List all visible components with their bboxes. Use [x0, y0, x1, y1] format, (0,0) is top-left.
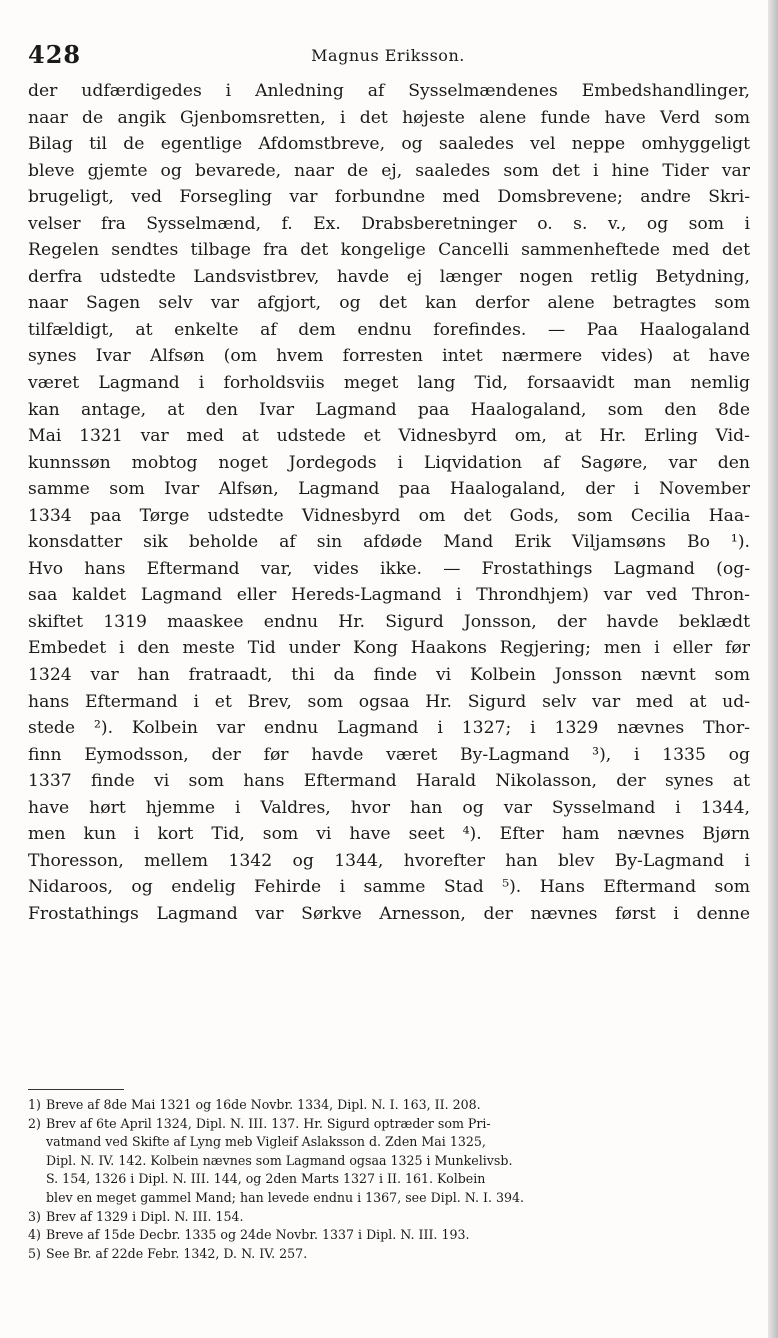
text-line: brugeligt, ved Forsegling var forbundne med Domsbrevene; andre Skri- — [28, 187, 750, 208]
text-line: naar de angik Gjenbomsretten, i det højeste alene funde have Verd som — [28, 107, 750, 128]
footnote-text: See Br. af 22de Febr. 1342, D. N. IV. 257. — [46, 1245, 308, 1261]
text-line: Hvo hans Eftermand var, vides ikke. — Frostathings Lagmand (og- — [28, 558, 750, 579]
footnote-line — [28, 1096, 750, 1115]
body-text — [28, 78, 750, 928]
text-line: skiftet 1319 maaskee endnu Hr. Sigurd Jonsson, der havde beklædt — [28, 611, 750, 632]
footnote-mark: 5) — [28, 1245, 41, 1261]
text-line: 1324 var han fratraadt, thi da finde vi Kolbein Jonsson nævnt som — [28, 665, 750, 686]
footnote-text: Brev af 1329 i Dipl. N. III. 154. — [46, 1208, 244, 1224]
footnote-text: Breve af 8de Mai 1321 og 16de Novbr. 1334, Dipl. N. I. 163, II. 208. — [46, 1097, 481, 1112]
text-line: samme som Ivar Alfsøn, Lagmand paa Haalogaland, der i November — [28, 479, 750, 500]
page-number: 428 — [28, 40, 82, 69]
footnote-line — [28, 1133, 750, 1152]
text-line: Bilag til de egentlige Afdomstbreve, og saaledes vel neppe omhyggeligt — [28, 134, 750, 155]
text-line: Regelen sendtes tilbage fra det kongelige Cancelli sammenheftede med det — [28, 240, 750, 261]
footnote-text: blev en meget gammel Mand; han levede endnu i 1367, see Dipl. N. I. 394. — [46, 1189, 525, 1205]
footnotes — [28, 1096, 750, 1263]
footnote-line — [28, 1170, 750, 1189]
text-line: Thoresson, mellem 1342 og 1344, hvorefter han blev By-Lagmand i — [28, 850, 750, 871]
footnote-mark: 3) — [28, 1208, 41, 1224]
text-line: men kun i kort Tid, som vi have seet ⁴). Efter ham nævnes Bjørn — [28, 824, 750, 845]
footnote-separator — [28, 1089, 124, 1090]
footnote-mark: 2) — [28, 1115, 41, 1131]
text-line: have hørt hjemme i Valdres, hvor han og var Sysselmand i 1344, — [28, 797, 750, 818]
text-line: været Lagmand i forholdsviis meget lang Tid, forsaavidt man nemlig — [28, 373, 750, 394]
footnote-line — [28, 1208, 750, 1227]
text-line: hans Eftermand i et Brev, som ogsaa Hr. Sigurd selv var med at ud- — [28, 691, 750, 712]
text-line: kunnssøn mobtog noget Jordegods i Liqvidation af Sagøre, var den — [28, 452, 750, 473]
text-line: kan antage, at den Ivar Lagmand paa Haalogaland, som den 8de — [28, 399, 750, 420]
text-line: 1334 paa Tørge udstedte Vidnesbyrd om det Gods, som Cecilia Haa- — [28, 505, 750, 526]
footnote-text: Dipl. N. IV. 142. Kolbein nævnes som Lagmand ogsaa 1325 i Munkelivsb. — [46, 1152, 513, 1168]
footnote-line — [28, 1152, 750, 1171]
footnote-line — [28, 1226, 750, 1245]
footnote-mark: 1) — [28, 1097, 41, 1112]
text-line: tilfældigt, at enkelte af dem endnu forefindes. — Paa Haalogaland — [28, 319, 750, 340]
footnote-mark: 4) — [28, 1227, 41, 1243]
text-line: der udfærdigedes i Anledning af Sysselmændenes Embedshandlinger, — [28, 81, 750, 101]
text-line: derfra udstedte Landsvistbrev, havde ej længer nogen retlig Betydning, — [28, 266, 750, 287]
text-line: velser fra Sysselmænd, f. Ex. Drabsberetninger o. s. v., og som i — [28, 213, 750, 234]
footnote-line — [28, 1189, 750, 1208]
text-line: Mai 1321 var med at udstede et Vidnesbyrd om, at Hr. Erling Vid- — [28, 426, 750, 447]
text-line: naar Sagen selv var afgjort, og det kan derfor alene betragtes som — [28, 293, 750, 314]
text-line: finn Eymodsson, der før havde været By-Lagmand ³), i 1335 og — [28, 744, 750, 765]
page-edge — [768, 0, 778, 1338]
text-line: stede ²). Kolbein var endnu Lagmand i 1327; i 1329 nævnes Thor- — [28, 718, 750, 739]
page-header — [28, 40, 748, 74]
footnote-text: S. 154, 1326 i Dipl. N. III. 144, og 2den Marts 1327 i II. 161. Kolbein — [46, 1171, 486, 1187]
text-line: konsdatter sik beholde af sin afdøde Mand Erik Viljamsøns Bo ¹). — [28, 532, 750, 553]
text-line: 1337 finde vi som hans Eftermand Harald Nikolasson, der synes at — [28, 771, 750, 792]
footnote-text: vatmand ved Skifte af Lyng meb Vigleif Aslaksson d. Zden Mai 1325, — [46, 1134, 486, 1150]
text-line: Embedet i den meste Tid under Kong Haakons Regjering; men i eller før — [28, 638, 750, 659]
footnote-line — [28, 1245, 750, 1264]
text-line: saa kaldet Lagmand eller Hereds-Lagmand i Throndhjem) var ved Thron- — [28, 585, 750, 606]
text-line: Nidaroos, og endelig Fehirde i samme Stad ⁵). Hans Eftermand som — [28, 877, 750, 898]
text-line: Frostathings Lagmand var Sørkve Arnesson, der nævnes først i denne — [28, 903, 750, 924]
text-line: bleve gjemte og bevarede, naar de ej, saaledes som det i hine Tider var — [28, 160, 750, 181]
text-line: synes Ivar Alfsøn (om hvem forresten intet nærmere vides) at have — [28, 346, 750, 367]
footnote-text: Breve af 15de Decbr. 1335 og 24de Novbr. 1337 i Dipl. N. III. 193. — [46, 1227, 470, 1243]
running-title: Magnus Eriksson. — [311, 46, 465, 65]
footnote-line — [28, 1115, 750, 1134]
footnote-text: Brev af 6te April 1324, Dipl. N. III. 137. Hr. Sigurd optræder som Pri- — [46, 1115, 491, 1131]
